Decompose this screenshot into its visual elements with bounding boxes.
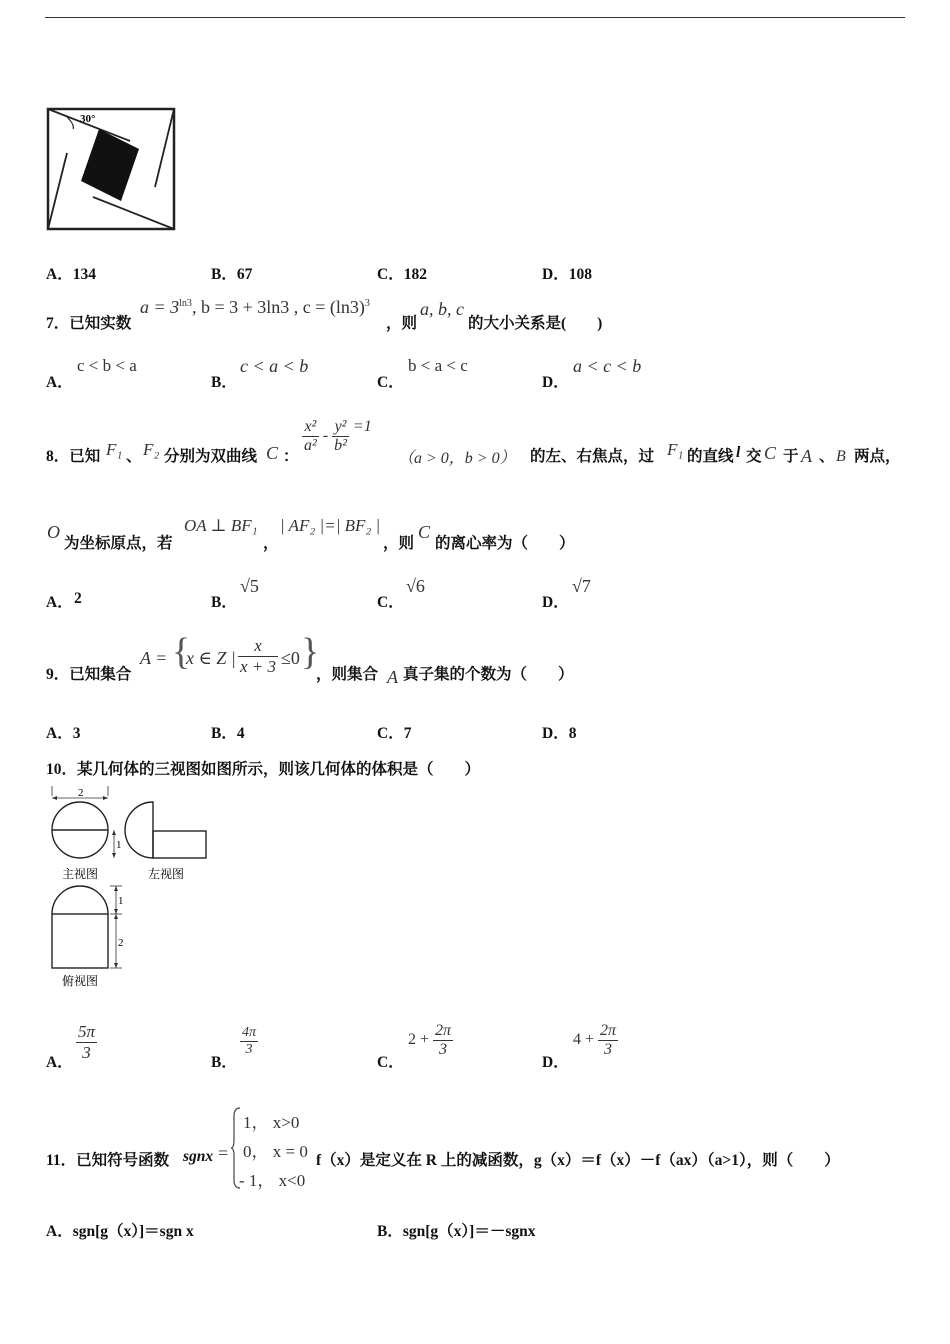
q9-option-d: D．8 bbox=[542, 725, 577, 742]
q7-formula-a-exp: ln3 bbox=[179, 298, 192, 309]
q11-option-b: B．sgn[g（x）]＝－sgnx bbox=[377, 1223, 536, 1240]
q10-option-c-value bbox=[408, 1022, 453, 1059]
q8-prefix: 8．已知 bbox=[46, 448, 101, 465]
q7-formula-bc: , b = 3 + 3ln3 , c = (ln3) bbox=[191, 297, 365, 317]
q8-l: l bbox=[736, 444, 741, 461]
q6-option-b: B．67 bbox=[211, 266, 253, 283]
q7-vars: a, b, c bbox=[420, 299, 464, 319]
q8-option-c-letter: C． bbox=[377, 594, 404, 611]
q10-b-num: 4π bbox=[242, 1025, 257, 1040]
side-view-caption: 左视图 bbox=[148, 867, 185, 881]
q8-minus: - bbox=[322, 427, 329, 445]
q8-text-c: 的直线 bbox=[687, 448, 734, 465]
q8-c3: C bbox=[418, 522, 431, 542]
q10-option-b-value bbox=[240, 1025, 258, 1058]
q8-cond: （a > 0，b > 0） bbox=[398, 450, 516, 467]
q9-frac bbox=[238, 636, 278, 677]
q7-stem-suffix: 的大小关系是( ) bbox=[468, 315, 603, 332]
q11-case-2: 0， x = 0 bbox=[243, 1142, 308, 1161]
q8-text-f: 两点， bbox=[854, 448, 901, 465]
q6-option-d: D．108 bbox=[542, 266, 592, 283]
q10-option-b-letter: B． bbox=[211, 1054, 237, 1071]
q10-option-c-letter: C． bbox=[377, 1054, 404, 1071]
q7-option-b-letter: B． bbox=[211, 374, 237, 391]
q9-num: x bbox=[238, 636, 278, 657]
q10-a-num: 5π bbox=[78, 1022, 96, 1041]
q8-b: B bbox=[836, 448, 846, 465]
q8-option-b-value: √5 bbox=[240, 576, 259, 596]
q7-option-c-value: b < a < c bbox=[408, 356, 468, 375]
q8-cond1: OA ⊥ BF₁ bbox=[184, 516, 258, 535]
q11-option-a: A．sgn[g（x）]＝sgn x bbox=[46, 1223, 194, 1240]
q7-formula-c-exp: 3 bbox=[364, 298, 370, 309]
dim-1-front: 1 bbox=[116, 839, 122, 851]
q9-set-mid: x ∈ Z | bbox=[186, 648, 236, 668]
q8-a2: a² bbox=[304, 437, 317, 454]
q11-case-1: 1， x>0 bbox=[243, 1113, 300, 1132]
q7-option-b-value: c < a < b bbox=[240, 356, 309, 376]
q8-b2: b² bbox=[334, 437, 347, 454]
square-figure bbox=[45, 105, 177, 232]
q10-a-den: 3 bbox=[82, 1043, 91, 1062]
q8-text-d: 交 bbox=[746, 448, 762, 465]
q8-text-b: 的左、右焦点，过 bbox=[530, 448, 655, 465]
q11-suffix: f（x）是定义在 R 上的减函数，g（x）＝f（x）－f（ax）（a>1），则（ ） bbox=[316, 1152, 840, 1169]
header-rule bbox=[45, 17, 905, 18]
q9-le0: ≤0 bbox=[281, 648, 300, 668]
q9-option-c: C．7 bbox=[377, 725, 412, 742]
q8-cond2: | AF₂ |=| BF₂ | bbox=[280, 516, 381, 535]
q7-option-c-letter: C． bbox=[377, 374, 404, 391]
q8-a: A bbox=[801, 446, 812, 466]
q8-sep2: 、 bbox=[819, 448, 835, 465]
q6-option-a: A．134 bbox=[46, 266, 96, 283]
q10-d-lead: 4 + bbox=[573, 1031, 595, 1049]
q8-line2-c: 的离心率为（ ） bbox=[435, 535, 575, 552]
q10-d-den: 3 bbox=[604, 1041, 613, 1058]
q10-c-lead: 2 + bbox=[408, 1031, 430, 1049]
three-view-figure bbox=[44, 784, 214, 994]
q8-line2-a: 为坐标原点，若 bbox=[64, 535, 173, 552]
q10-stem: 10．某几何体的三视图如图所示，则该几何体的体积是（ ） bbox=[46, 761, 481, 778]
q10-option-d-value bbox=[573, 1022, 618, 1059]
q7-stem-prefix: 7．已知实数 bbox=[46, 315, 132, 332]
q8-option-c-value: √6 bbox=[406, 576, 425, 596]
q11-eq: = bbox=[218, 1143, 229, 1163]
q10-c-num: 2π bbox=[435, 1022, 452, 1039]
q10-option-a-letter: A． bbox=[46, 1054, 73, 1071]
q8-hyperbola bbox=[302, 418, 372, 455]
q11-fname: sgnx bbox=[183, 1148, 214, 1165]
angle-label: 30° bbox=[80, 113, 96, 125]
q9-option-b: B．4 bbox=[211, 725, 245, 742]
dim-2-side: 2 bbox=[118, 937, 124, 949]
q10-option-d-letter: D． bbox=[542, 1054, 569, 1071]
q8-y2: y² bbox=[332, 418, 349, 437]
q8-line2-b: ，则 bbox=[383, 535, 415, 552]
q7-option-d-value: a < c < b bbox=[573, 356, 642, 376]
q9-set-lhs: A = bbox=[140, 648, 168, 668]
q8-sep: 、 bbox=[126, 448, 142, 465]
front-view-caption: 主视图 bbox=[62, 867, 99, 881]
q8-f1: F₁ bbox=[106, 440, 123, 459]
q7-formula bbox=[140, 297, 370, 318]
q9-option-a: A．3 bbox=[46, 725, 81, 742]
q7-mid: ，则 bbox=[386, 315, 418, 332]
q10-d-num: 2π bbox=[600, 1022, 617, 1039]
q9-prefix: 9．已知集合 bbox=[46, 666, 132, 683]
dim-2-top: 2 bbox=[78, 787, 84, 799]
q8-comma: ， bbox=[263, 535, 279, 552]
q8-o: O bbox=[47, 522, 60, 542]
q7-formula-a: a = 3 bbox=[140, 297, 180, 317]
q11-case-3: - 1， x<0 bbox=[239, 1171, 306, 1190]
q8-f2: F₂ bbox=[143, 440, 160, 459]
q9-suffix: 真子集的个数为（ ） bbox=[403, 666, 574, 683]
q9-mid: ，则集合 bbox=[316, 666, 379, 683]
q8-text-a: 分别为双曲线 bbox=[164, 448, 258, 465]
q7-option-d-letter: D． bbox=[542, 374, 569, 391]
q6-option-c: C．182 bbox=[377, 266, 427, 283]
q7-option-a-value: c < b < a bbox=[77, 356, 137, 375]
q8-option-a-letter: A． bbox=[46, 594, 73, 611]
q8-option-d-letter: D． bbox=[542, 594, 569, 611]
q10-c-den: 3 bbox=[439, 1041, 448, 1058]
q9-brace-right: } bbox=[301, 631, 320, 673]
q8-option-b-letter: B． bbox=[211, 594, 237, 611]
q8-colon: ： bbox=[283, 448, 299, 465]
q8-c: C bbox=[266, 443, 279, 463]
q8-f1b: F₁ bbox=[667, 440, 684, 459]
q10-option-a-value bbox=[76, 1022, 97, 1063]
q8-option-d-value: √7 bbox=[572, 576, 591, 596]
q10-b-den: 3 bbox=[245, 1042, 253, 1057]
dim-1-top: 1 bbox=[118, 895, 124, 907]
q7-option-a-letter: A． bbox=[46, 374, 73, 391]
q8-option-a-value: 2 bbox=[74, 590, 82, 607]
q8-text-e: 于 bbox=[783, 448, 799, 465]
q8-eq1: =1 bbox=[352, 418, 372, 435]
q9-brace-left: { bbox=[172, 631, 191, 673]
q9-a: A bbox=[387, 667, 398, 687]
q11-prefix: 11．已知符号函数 bbox=[46, 1152, 170, 1169]
q8-x2: x² bbox=[302, 418, 319, 437]
q8-c2: C bbox=[764, 443, 777, 463]
top-view-caption: 俯视图 bbox=[62, 974, 99, 988]
q9-den: x + 3 bbox=[240, 657, 277, 676]
